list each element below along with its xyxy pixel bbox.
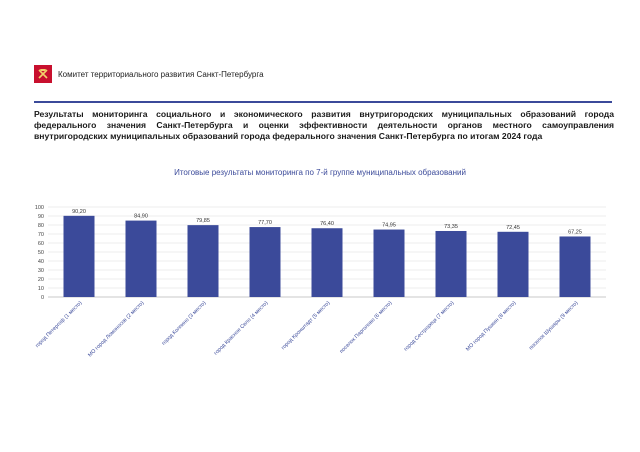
bar [188, 225, 219, 297]
data-label: 73,35 [444, 223, 458, 230]
bar [374, 230, 405, 297]
x-tick-label: город Петергоф (1 место) [34, 300, 84, 349]
bar [436, 231, 467, 297]
x-tick-label: город Сестрорецк (7 место) [403, 300, 456, 353]
report-title: Результаты мониторинга социального и экономического развития внутригородских муниципальных образований города федерального значения Санкт-Петербурга и оценки эффективности деятельности органов местного самоуправления внутригородских муниципальных образований города федерального значения Санкт-Петербурга по итогам 2024 года [34, 109, 614, 141]
data-label: 67,25 [568, 229, 582, 236]
x-tick-label: поселок Парголово (6 место) [338, 300, 394, 355]
bar [126, 221, 157, 297]
y-tick-label: 80 [37, 223, 44, 229]
x-tick-label: МО город Ломоносов (2 место) [87, 300, 146, 359]
x-tick-label: МО город Пушкин (8 место) [465, 300, 518, 353]
org-name: Комитет территориального развития Санкт-Петербурга [58, 69, 264, 79]
data-label: 76,40 [320, 221, 334, 228]
data-label: 90,20 [72, 208, 86, 215]
data-label: 79,85 [196, 218, 210, 225]
data-label: 77,70 [258, 220, 272, 227]
x-tick-label: город Колпино (3 место) [160, 300, 208, 347]
bar [250, 227, 281, 297]
bar [64, 216, 95, 297]
y-tick-label: 30 [37, 268, 44, 274]
bar [312, 228, 343, 297]
y-tick-label: 10 [37, 286, 44, 292]
chart-title: Итоговые результаты мониторинга по 7-й группе муниципальных образований [174, 168, 466, 177]
y-tick-label: 0 [40, 295, 44, 301]
data-label: 84,90 [134, 213, 148, 220]
bar [498, 232, 529, 297]
x-tick-label: город Красное Село (4 место) [213, 300, 270, 357]
y-tick-label: 70 [37, 232, 44, 238]
x-tick-label: поселок Шушары (9 место) [528, 300, 580, 352]
y-tick-label: 40 [37, 259, 44, 265]
data-label: 74,95 [382, 222, 396, 229]
y-tick-label: 60 [37, 241, 44, 247]
y-tick-label: 90 [37, 214, 44, 220]
data-label: 72,45 [506, 224, 520, 231]
y-tick-label: 50 [37, 250, 44, 256]
y-tick-label: 20 [37, 277, 44, 283]
y-tick-label: 100 [34, 205, 44, 211]
bar [560, 236, 591, 297]
x-tick-label: город Кронштадт (5 место) [280, 300, 332, 352]
